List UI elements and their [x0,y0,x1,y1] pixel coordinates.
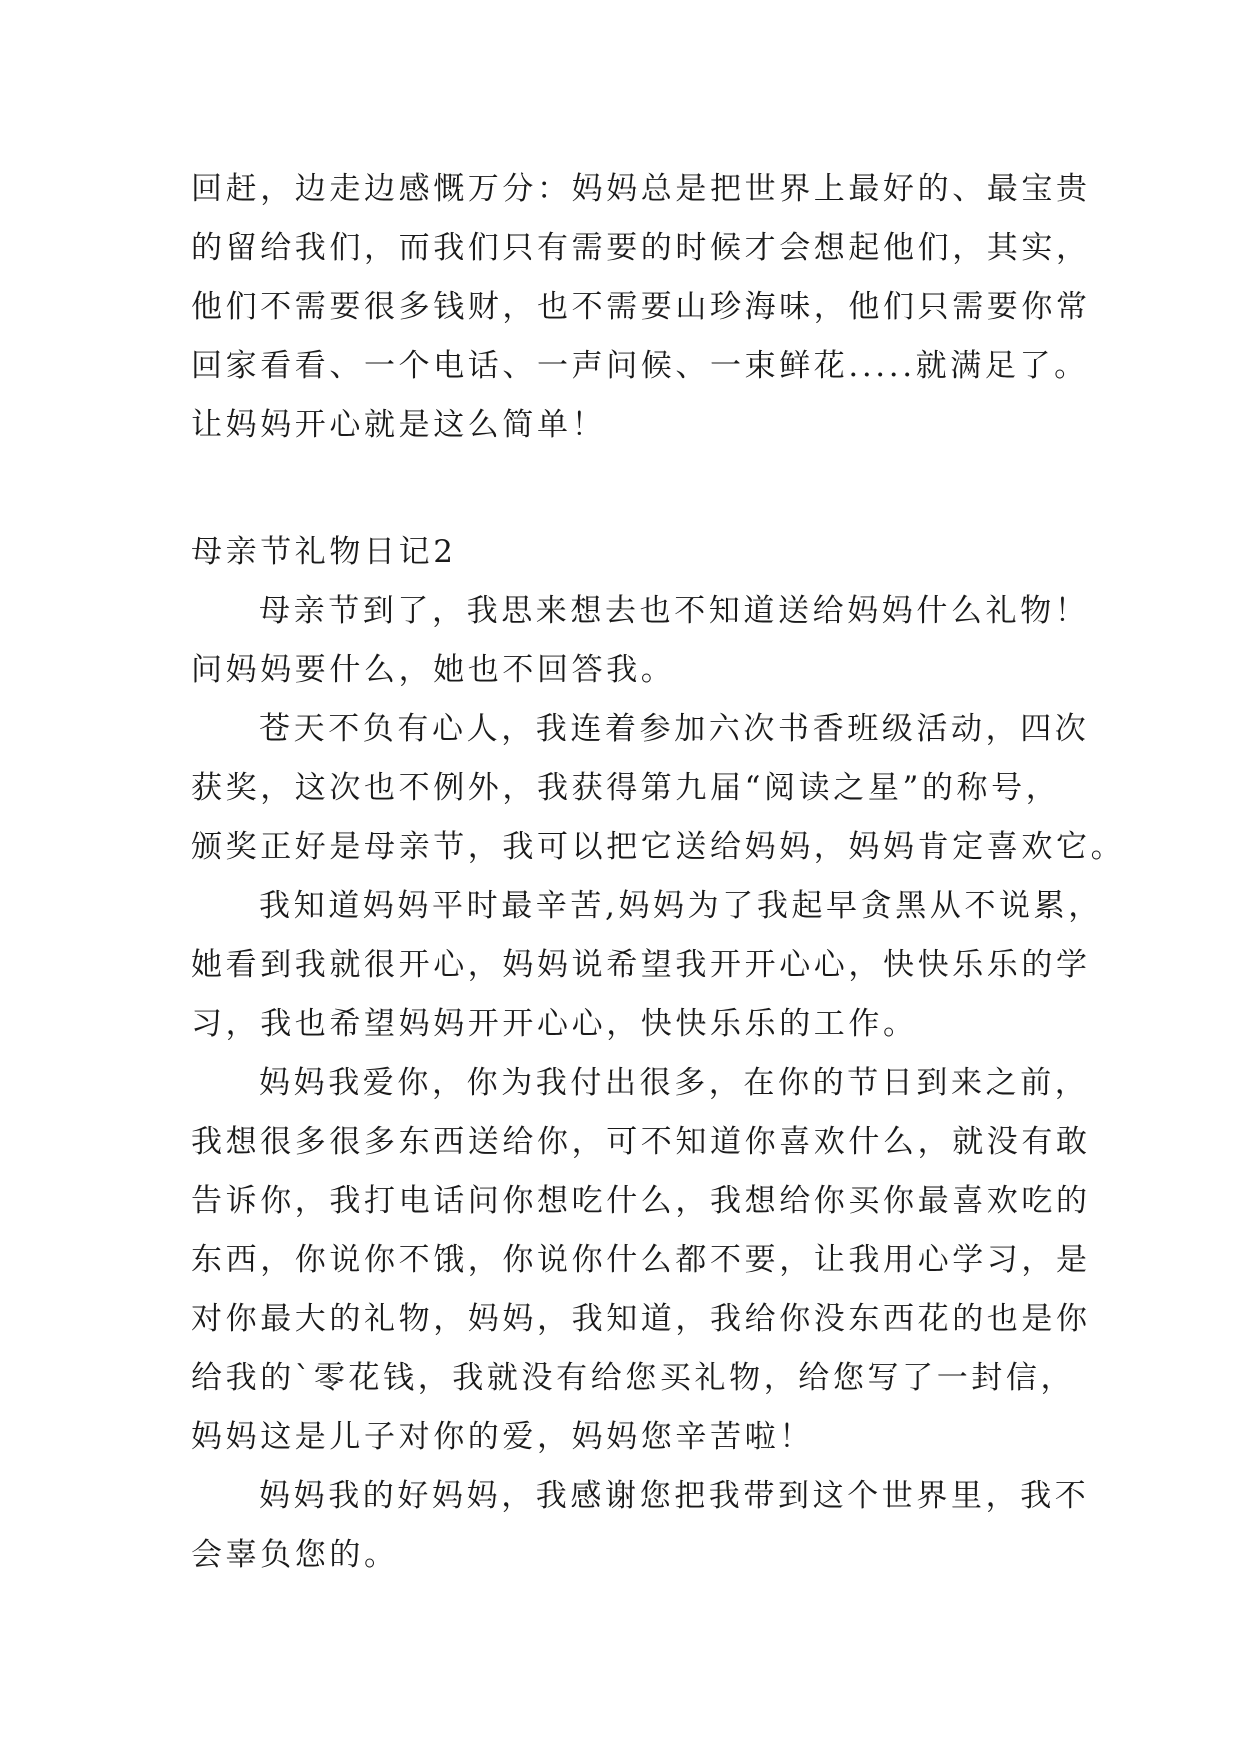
section-title: 母亲节礼物日记2 [191,534,457,570]
text-line: 获奖，这次也不例外，我获得第九届“阅读之星”的称号， [191,770,1061,806]
paragraph-2 [191,700,1126,877]
continuation-paragraph [191,160,1091,455]
text-line: 苍天不负有心人，我连着参加六次书香班级活动，四次 [259,711,1090,747]
text-line: 回赶，边走边感慨万分：妈妈总是把世界上最好的、最宝贵 [191,171,1091,207]
text-line: 给我的`零花钱，我就没有给您买礼物，给您写了一封信， [191,1360,1076,1396]
text-line: 东西，你说你不饿，你说你什么都不要，让我用心学习，是 [191,1242,1091,1278]
text-line: 对你最大的礼物，妈妈，我知道，我给你没东西花的也是你 [191,1301,1091,1337]
document-body [191,160,1126,1585]
text-line: 她看到我就很开心，妈妈说希望我开开心心，快快乐乐的学 [191,947,1091,983]
text-line: 我想很多很多东西送给你，可不知道你喜欢什么，就没有敢 [191,1124,1091,1160]
paragraph-1 [191,582,1090,700]
text-line: 母亲节到了，我思来想去也不知道送给妈妈什么礼物！ [259,593,1090,629]
text-line: 告诉你，我打电话问你想吃什么，我想给你买你最喜欢吃的 [191,1183,1091,1219]
section-spacer [191,455,1071,523]
text-line: 我知道妈妈平时最辛苦,妈妈为了我起早贪黑从不说累， [259,888,1103,924]
paragraph-4 [191,1054,1091,1467]
text-line: 妈妈我的好妈妈，我感谢您把我带到这个世界里，我不 [259,1478,1090,1514]
text-line: 妈妈我爱你，你为我付出很多，在你的节日到来之前， [259,1065,1090,1101]
text-line: 的留给我们，而我们只有需要的时候才会想起他们，其实， [191,230,1091,266]
text-line: 习，我也希望妈妈开开心心，快快乐乐的工作。 [191,1006,918,1042]
text-line: 让妈妈开心就是这么简单！ [191,407,607,443]
text-line: 回家看看、一个电话、一声问候、一束鲜花.....就满足了。 [191,348,1089,384]
paragraph-5 [191,1467,1090,1585]
text-line: 他们不需要很多钱财，也不需要山珍海味，他们只需要你常 [191,289,1091,325]
text-line: 问妈妈要什么，她也不回答我。 [191,652,676,688]
paragraph-3 [191,877,1103,1054]
text-line: 会辜负您的。 [191,1537,399,1573]
text-line: 颁奖正好是母亲节，我可以把它送给妈妈，妈妈肯定喜欢它。 [191,829,1126,865]
text-line: 妈妈这是儿子对你的爱，妈妈您辛苦啦！ [191,1419,814,1455]
